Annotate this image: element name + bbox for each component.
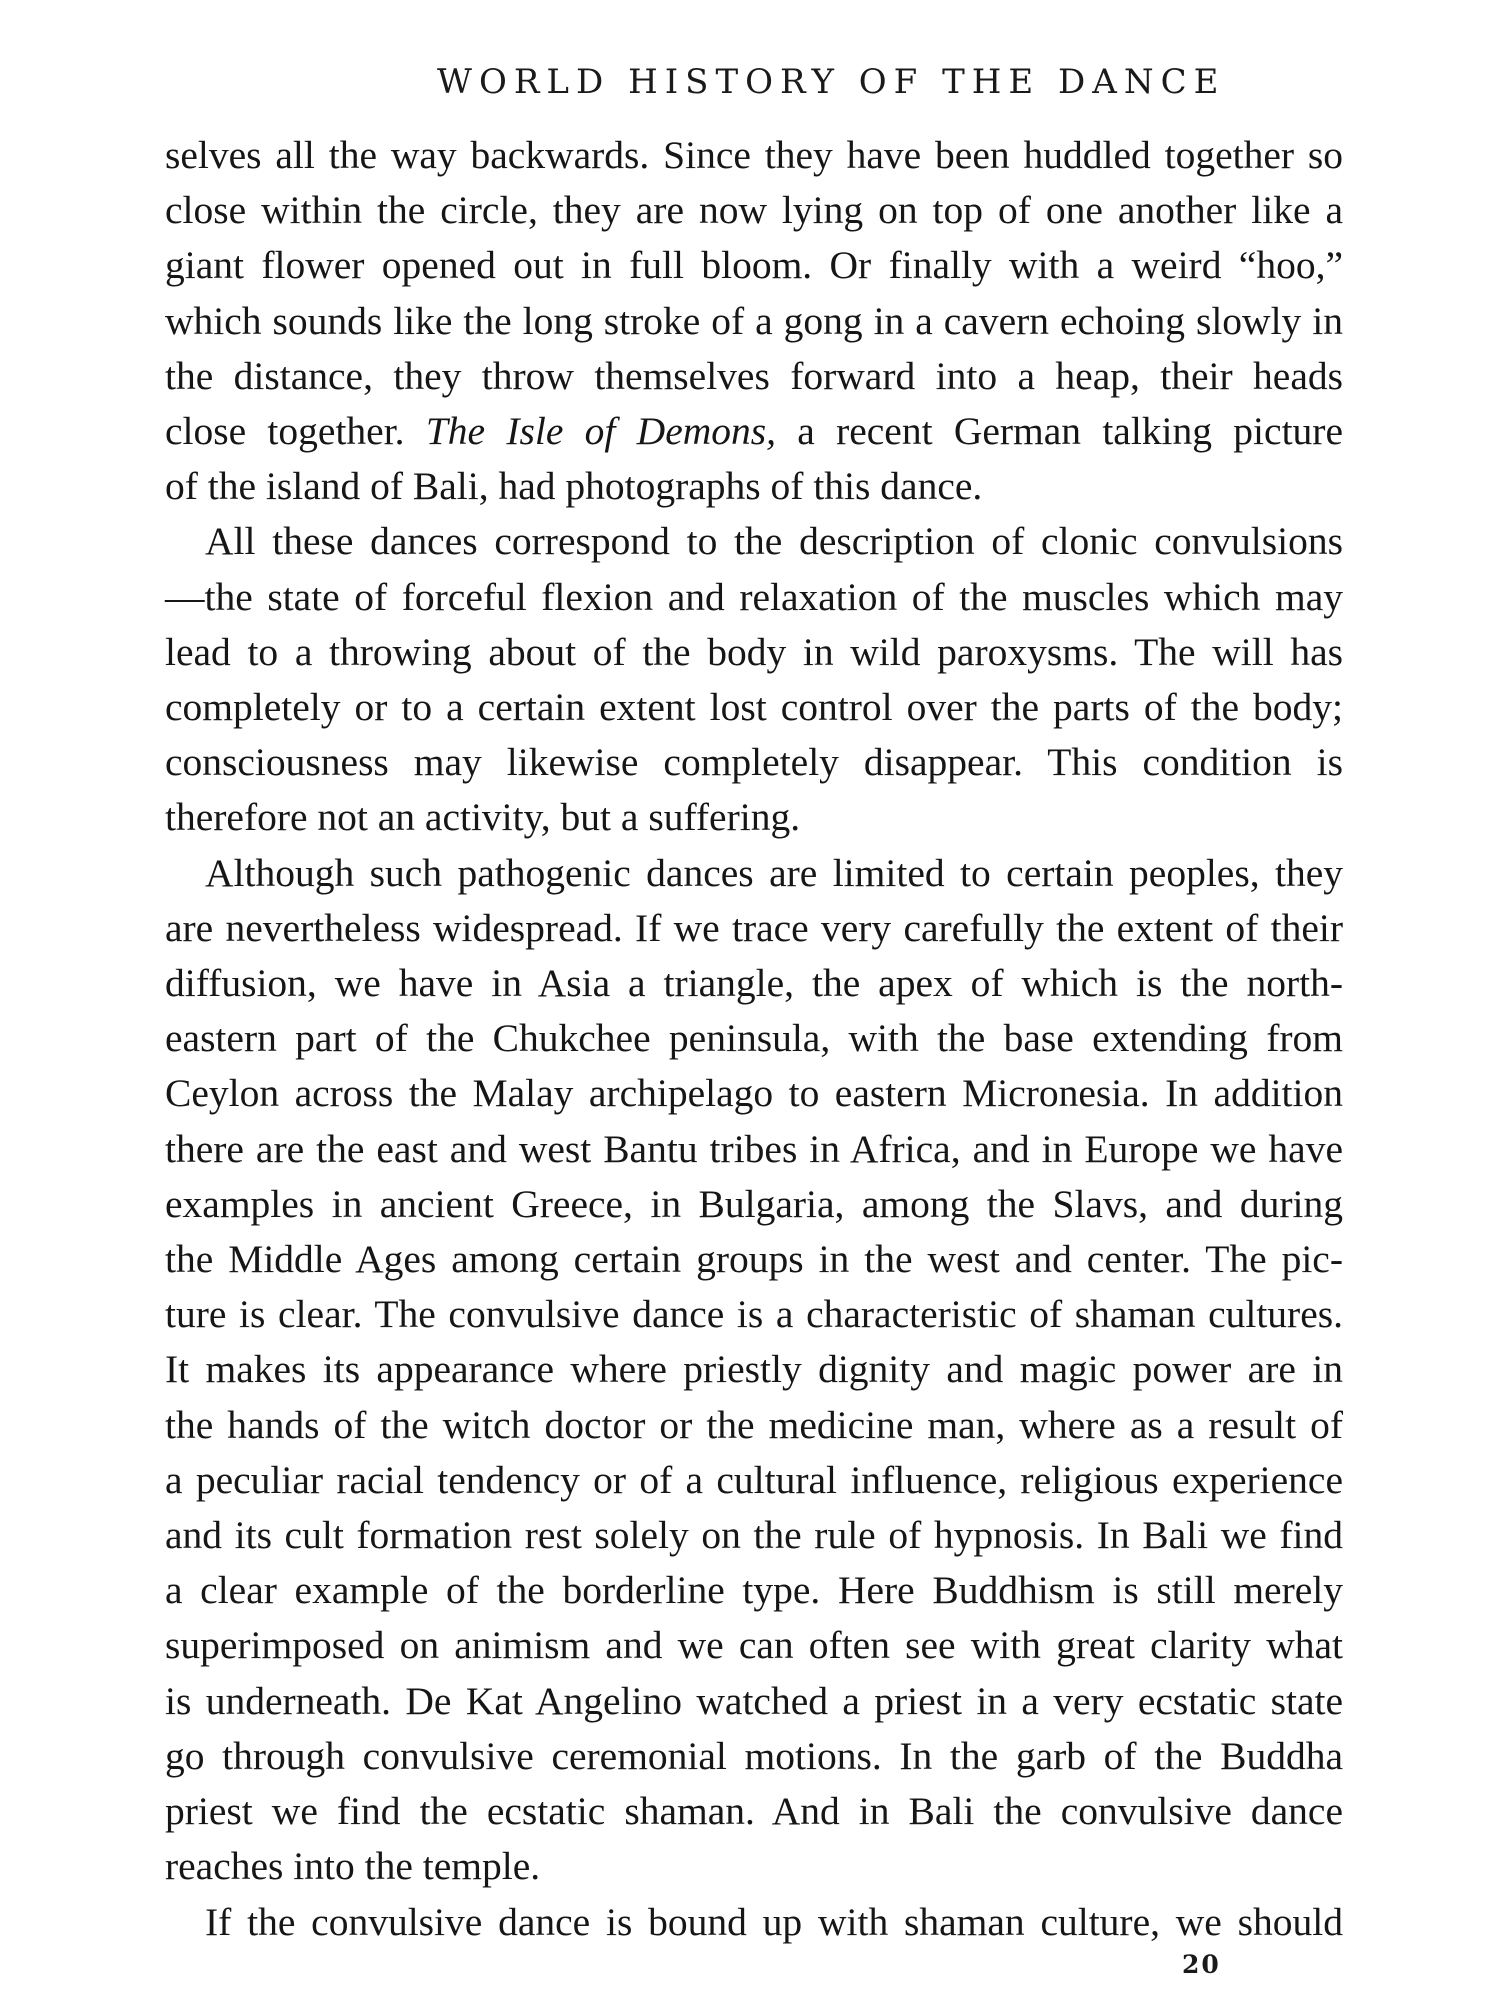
- text-segment: a recent German talking picture: [776, 409, 1343, 454]
- text-line: It makes its appearance where priestly dignity and magic power are in: [165, 1347, 1343, 1392]
- text-segment: close together.: [165, 409, 426, 454]
- text-line: lead to a throwing about of the body in wild paroxysms. The will has: [165, 629, 1343, 674]
- text-line: the distance, they throw themselves forward into a heap, their heads: [165, 353, 1343, 398]
- text-line: diffusion, we have in Asia a triangle, the apex of which is the north-: [165, 961, 1343, 1006]
- text-line: Although such pathogenic dances are limited to certain peoples, they: [205, 850, 1343, 895]
- text-line: of the island of Bali, had photographs of this dance.: [165, 464, 983, 509]
- text-line: eastern part of the Chukchee peninsula, with the base extending from: [165, 1016, 1343, 1061]
- text-line: ture is clear. The convulsive dance is a characteristic of shaman cultures.: [165, 1292, 1343, 1337]
- text-line: reaches into the temple.: [165, 1844, 541, 1889]
- text-line: is underneath. De Kat Angelino watched a priest in a very ecstatic state: [165, 1678, 1343, 1723]
- text-line: [165, 404, 1343, 459]
- running-head: WORLD HISTORY OF THE DANCE: [437, 62, 1226, 102]
- text-line: completely or to a certain extent lost control over the parts of the body;: [165, 685, 1343, 730]
- text-line: the Middle Ages among certain groups in the west and center. The pic-: [165, 1237, 1343, 1282]
- text-line: If the convulsive dance is bound up with shaman culture, we should: [205, 1899, 1343, 1944]
- text-line: a clear example of the borderline type. Here Buddhism is still merely: [165, 1568, 1343, 1613]
- text-line: therefore not an activity, but a suffering.: [165, 795, 801, 840]
- text-line: giant flower opened out in full bloom. Or finally with a weird “hoo,”: [165, 243, 1343, 288]
- text-line: priest we find the ecstatic shaman. And in Bali the convulsive dance: [165, 1789, 1343, 1834]
- body-text: [165, 128, 1343, 1950]
- text-line: are nevertheless widespread. If we trace very carefully the extent of their: [165, 905, 1343, 950]
- text-line: consciousness may likewise completely disappear. This condition is: [165, 740, 1343, 785]
- text-line: examples in ancient Greece, in Bulgaria, among the Slavs, and during: [165, 1181, 1343, 1226]
- text-line: close within the circle, they are now lying on top of one another like a: [165, 188, 1343, 233]
- text-line: the hands of the witch doctor or the medicine man, where as a result of: [165, 1402, 1343, 1447]
- text-line: All these dances correspond to the description of clonic convulsions: [205, 519, 1343, 564]
- text-line: which sounds like the long stroke of a gong in a cavern echoing slowly in: [165, 298, 1343, 343]
- text-line: and its cult formation rest solely on the rule of hypnosis. In Bali we find: [165, 1513, 1343, 1558]
- text-line: selves all the way backwards. Since they have been huddled together so: [165, 133, 1343, 177]
- page-number: 20: [1182, 1950, 1221, 1979]
- text-line: Ceylon across the Malay archipelago to eastern Micronesia. In addition: [165, 1071, 1343, 1116]
- text-line: a peculiar racial tendency or of a cultural influence, religious experience: [165, 1457, 1343, 1502]
- text-line: go through convulsive ceremonial motions. In the garb of the Buddha: [165, 1733, 1343, 1778]
- text-line: superimposed on animism and we can often see with great clarity what: [165, 1623, 1343, 1668]
- text-line: —the state of forceful flexion and relaxation of the muscles which may: [165, 574, 1343, 619]
- film-title: The Isle of Demons,: [425, 409, 776, 454]
- text-line: there are the east and west Bantu tribes in Africa, and in Europe we have: [165, 1126, 1343, 1171]
